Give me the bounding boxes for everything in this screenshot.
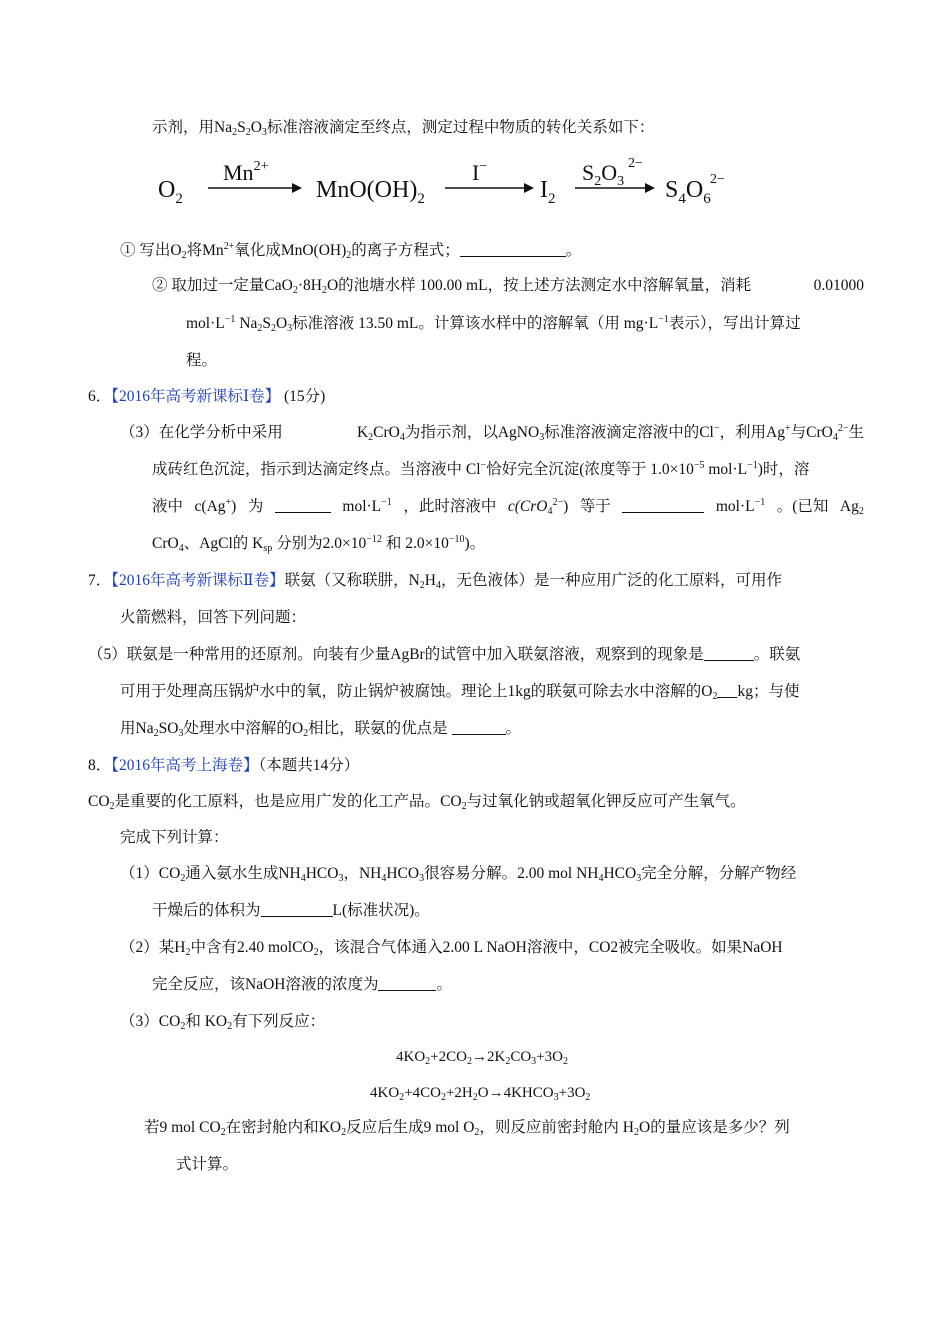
p8-line-2: 完成下列计算： [120, 829, 229, 846]
p8-q3-line-2: 若9 mol $CO_2$在密封舱内和$KO_2$反应后生成9 mol $O_2$，则反应前密封舱内 $H_2O$的量应该是多少？列 [144, 1119, 790, 1138]
q2-line-2: $mol\cdot L^{-1}$ $Na_2S_2O_3$标准溶液 13.50 mL。计算该水样中的溶解氧（用 $mg\cdot L^{-1}$表示），写出计算过 [186, 314, 801, 334]
p6-line-3: 液中 c(Ag+) 为 $mol\cdot L^{-1}$ ，此时溶液中 c(CrO$_4^{2-}$) 等于 $mol\cdot L^{-1}$ 。(已知 $Ag_2$ [152, 497, 864, 517]
p8-header: 8．【2016年高考上海卷】（本题共14分） [88, 757, 360, 774]
scheme-s2o3: $S_2O_32-$ [582, 156, 643, 189]
p7-line-5: 用$Na_2SO_3$处理水中溶解的$O_2$相比，联氨的优点是 。 [120, 720, 522, 739]
scheme-i2: $I_2$ [540, 177, 556, 207]
answer-blank[interactable] [704, 644, 754, 661]
equation-1: $4KO_2+2CO_2\to 2K_2CO_3+3O_2$ [396, 1049, 568, 1067]
p6-line-2: 成砖红色沉淀，指示到达滴定终点。当溶液中 Cl−恰好完全沉淀(浓度等于 $1.0\times 10^{-5}$ $mol\cdot L^{-1}$)时，溶 [152, 460, 810, 478]
scheme-s4o6: $S_4O_62-$ [665, 172, 725, 207]
answer-blank[interactable] [622, 496, 704, 513]
reaction-scheme [150, 150, 750, 210]
scheme-mn2: $Mn^{2+}$ [223, 159, 269, 185]
answer-blank[interactable] [261, 900, 333, 917]
q2-line-1: ② 取加过一定量$CaO_2\cdot 8H_2O$的池塘水样 100.00 mL，按上述方法测定水中溶解氧量，消耗 0.01000 [152, 277, 864, 296]
p8-q1-line-2: 干燥后的体积为 L(标准状况)。 [152, 902, 430, 919]
q2-line-3: 程。 [186, 352, 218, 369]
arrow-2 [445, 183, 534, 193]
answer-blank[interactable] [460, 240, 566, 257]
p7-line-3: （5）联氨是一种常用的还原剂。向装有少量AgBr的试管中加入联氨溶液，观察到的现象是 。联氨 [88, 646, 801, 663]
scheme-mnooh2: $MnO(OH)_2$ [316, 177, 425, 207]
p6-line-4: CrO$_4$、AgCl的 $K_{sp}$ 分别为$2.0\times 10^{-12}$ 和 $2.0\times 10^{-10}$)。 [152, 534, 486, 554]
p8-q3-line: $(3)CO_2$和 $KO_2$有下列反应： [120, 1013, 326, 1032]
answer-blank[interactable] [717, 681, 737, 698]
p7-line-2: 火箭燃料，回答下列问题： [120, 609, 307, 626]
answer-blank[interactable] [452, 718, 506, 735]
p7-line-4: 可用于处理高压锅炉水中的氧，防止锅炉被腐蚀。理论上1kg的联氨可除去水中溶解的$O_2$ kg；与使 [120, 683, 800, 702]
equation-2: $4KO_2+4CO_2+2H_2O\to 4KHCO_3+3O_2$ [370, 1085, 591, 1103]
p8-q2-line-2: 完全反应，该NaOH溶液的浓度为 。 [152, 976, 452, 993]
q1-line: ① 写出$O_2$将$Mn^{2+}$氧化成$MnO(OH)_2$的离子方程式； 。 [120, 241, 582, 261]
answer-blank[interactable] [275, 496, 331, 513]
scheme-iminus: I− [472, 159, 488, 185]
p8-line-1: $CO_2$是重要的化工原料，也是应用广发的化工产品。$CO_2$与过氧化钠或超氧化钾反应可产生氧气。 [88, 793, 746, 812]
intro-line: 示剂，用$Na_2S_2O_3$标准溶液滴定至终点，测定过程中物质的转化关系如下： [152, 119, 655, 138]
p8-q3-line-3: 式计算。 [176, 1156, 239, 1173]
scheme-o2: $O_2$ [158, 177, 183, 207]
answer-blank[interactable] [378, 974, 436, 991]
p7-source: 【2016年高考新课标Ⅱ卷】 [111, 572, 285, 589]
p7-line-1: 7．【2016年高考新课标Ⅱ卷】联氨（又称联肼，$N_2H_4$，无色液体）是一种应用广泛的化工原料，可用作 [88, 572, 782, 591]
p6-source: 【2016年高考新课标Ⅰ卷】 [111, 388, 281, 405]
p6-line-1: （3）在化学分析中采用 $K_2CrO_4$为指示剂，以AgNO$_3$标准溶液滴定溶液中的Cl−，利用Ag+与CrO$_4^{2-}$生 [120, 423, 864, 443]
p6-header: 6．【2016年高考新课标Ⅰ卷】 (15分) [88, 388, 326, 405]
p8-q1-line-1: $(1)CO_2$通入氨水生成$NH_4HCO_3$，$NH_4HCO_3$很容易分解。2.00 mol $NH_4HCO_3$完全分解，分解产物经 [120, 865, 797, 884]
p8-q2-line-1: （2）某$H_2$中含有2.40 molCO$_2$，该混合气体通入2.00 L NaOH溶液中，CO2被完全吸收。如果NaOH [120, 939, 783, 958]
p8-source: 【2016年高考上海卷】 [111, 757, 259, 774]
